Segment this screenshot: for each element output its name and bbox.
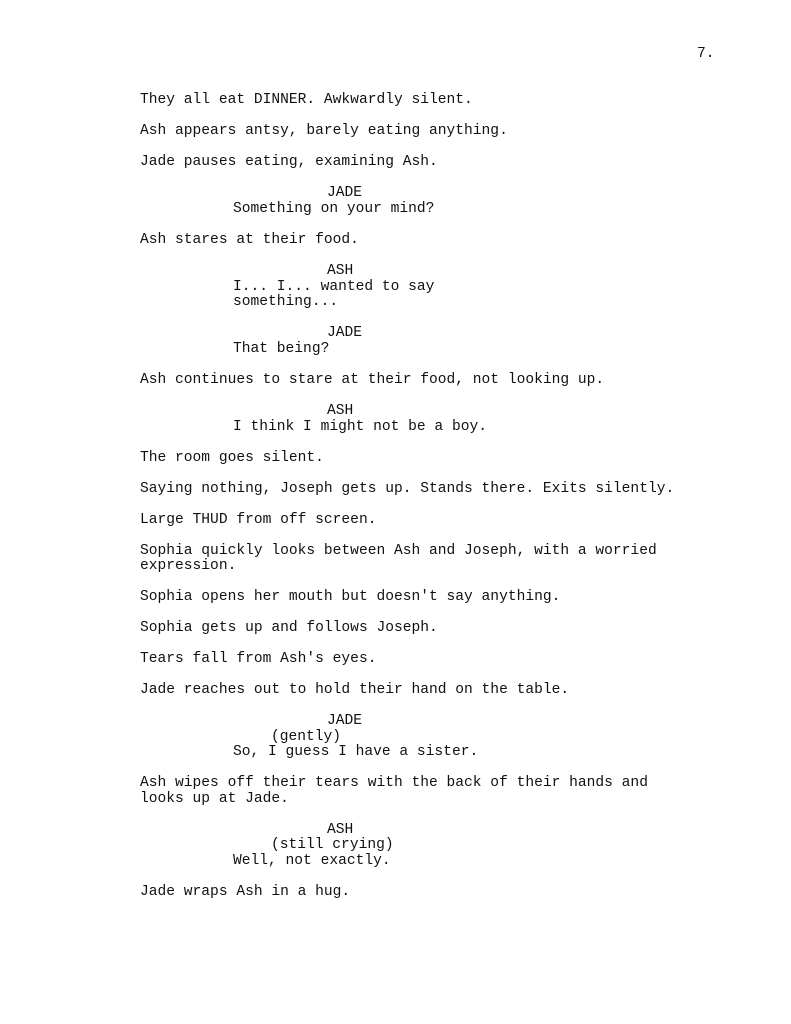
action-line: Sophia opens her mouth but doesn't say anything.	[140, 589, 561, 605]
action-line: looks up at Jade.	[140, 791, 289, 807]
parenthetical: (still crying)	[271, 837, 394, 853]
action-line: Tears fall from Ash's eyes.	[140, 651, 377, 667]
character-name: JADE	[327, 713, 363, 729]
action-line: Ash continues to stare at their food, not looking up.	[140, 372, 605, 388]
character-name: JADE	[327, 185, 363, 201]
character-name: ASH	[327, 403, 354, 419]
action-line: The room goes silent.	[140, 450, 324, 466]
dialogue-line: That being?	[233, 341, 330, 357]
dialogue-line: Well, not exactly.	[233, 853, 391, 869]
action-line: Large THUD from off screen.	[140, 512, 377, 528]
action-line: Jade pauses eating, examining Ash.	[140, 154, 438, 170]
action-line: Saying nothing, Joseph gets up. Stands there. Exits silently.	[140, 481, 675, 497]
character-name: ASH	[327, 263, 354, 279]
character-name: JADE	[327, 325, 363, 341]
parenthetical: (gently)	[271, 729, 342, 745]
action-line: They all eat DINNER. Awkwardly silent.	[140, 92, 473, 108]
page-number: 7.	[697, 46, 715, 62]
dialogue-line: So, I guess I have a sister.	[233, 744, 479, 760]
dialogue-line: I think I might not be a boy.	[233, 419, 487, 435]
dialogue-line: I... I... wanted to say	[233, 279, 435, 295]
action-line: Sophia quickly looks between Ash and Joseph, with a worried	[140, 543, 657, 559]
dialogue-line: Something on your mind?	[233, 201, 435, 217]
action-line: Ash appears antsy, barely eating anything.	[140, 123, 508, 139]
character-name: ASH	[327, 822, 354, 838]
action-line: Jade reaches out to hold their hand on the table.	[140, 682, 570, 698]
action-line: Jade wraps Ash in a hug.	[140, 884, 351, 900]
action-line: Sophia gets up and follows Joseph.	[140, 620, 438, 636]
action-line: Ash stares at their food.	[140, 232, 359, 248]
dialogue-line: something...	[233, 294, 339, 310]
action-line: Ash wipes off their tears with the back of their hands and	[140, 775, 648, 791]
action-line: expression.	[140, 558, 237, 574]
